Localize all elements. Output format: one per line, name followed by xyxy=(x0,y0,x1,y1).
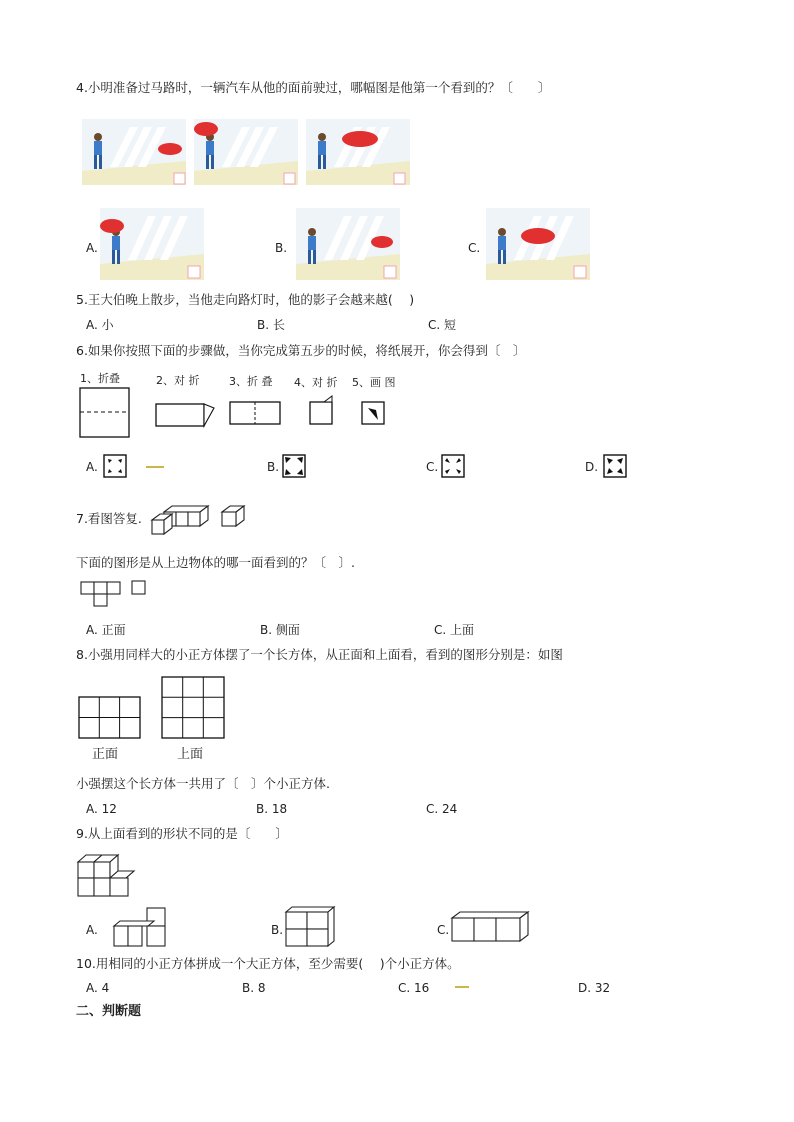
q6-step-3: 3、折 叠 xyxy=(229,375,273,388)
q5-option-a[interactable]: A. 小 xyxy=(86,318,114,332)
q9-option-c-figure xyxy=(450,910,530,946)
q4-option-a-picture xyxy=(98,206,206,282)
q8-top-view-grid xyxy=(162,677,224,738)
q4-scene-1 xyxy=(82,119,186,185)
q10-scribble-mark xyxy=(455,986,469,988)
q9-option-b-figure xyxy=(282,904,338,950)
q5-text: 5.王大伯晚上散步，当他走向路灯时，他的影子会越来越( ) xyxy=(76,292,415,307)
q10-option-d[interactable]: D. 32 xyxy=(578,981,611,995)
q6-scribble-mark xyxy=(146,466,164,468)
q9-option-a[interactable]: A. xyxy=(86,923,98,937)
q4-option-b[interactable]: B. xyxy=(275,241,288,255)
q7-cube-row xyxy=(152,506,208,534)
q4-scene-3 xyxy=(306,119,410,185)
q8-view-grids xyxy=(78,676,228,740)
q4-option-a[interactable]: A. xyxy=(86,241,98,255)
q7-option-a[interactable]: A. 正面 xyxy=(86,623,126,637)
q7-subquestion: 下面的图形是从上边物体的哪一面看到的？〔 〕. xyxy=(76,555,355,570)
q7-solid-figures xyxy=(150,502,250,542)
q6-text: 6.如果你按照下面的步骤做，当你完成第五步的时候，将纸展开，你会得到〔 〕 xyxy=(76,343,526,358)
q7-view-figures xyxy=(80,580,150,610)
q10-option-b[interactable]: B. 8 xyxy=(242,981,266,995)
q6-step-1: 1、折叠 xyxy=(80,372,120,385)
fold-step-2-shape xyxy=(156,404,214,426)
q6-step-5: 5、画 图 xyxy=(352,376,396,389)
q8-subquestion: 小强摆这个长方体一共用了〔 〕个小正方体. xyxy=(76,776,330,791)
fold-step-5-shape xyxy=(362,402,384,424)
q6-option-a[interactable]: A. xyxy=(86,460,98,474)
q4-option-c-picture xyxy=(484,206,592,282)
q9-text: 9.从上面看到的形状不同的是〔 〕 xyxy=(76,826,288,841)
q6-step-4: 4、对 折 xyxy=(294,376,338,389)
q6-option-d[interactable]: D. xyxy=(585,460,599,474)
q6-option-d-shape xyxy=(603,454,627,478)
q4-option-b-picture xyxy=(294,206,402,282)
q6-option-b-shape xyxy=(282,454,306,478)
section-title: 二、判断题 xyxy=(76,1004,142,1019)
q8-option-b[interactable]: B. 18 xyxy=(256,802,288,816)
q10-option-a[interactable]: A. 4 xyxy=(86,981,110,995)
q5-option-c[interactable]: C. 短 xyxy=(428,318,457,332)
q6-fold-steps xyxy=(78,386,388,438)
q6-option-c-shape xyxy=(441,454,465,478)
q8-front-label: 正面 xyxy=(92,747,119,762)
fold-step-4-shape xyxy=(310,396,332,424)
q7-single-cube xyxy=(222,506,244,526)
q4-text: 4.小明准备过马路时，一辆汽车从他的面前驶过，哪幅图是他第一个看到的？〔 〕 xyxy=(76,80,551,95)
q6-option-b[interactable]: B. xyxy=(267,460,280,474)
q4-option-c[interactable]: C. xyxy=(468,241,481,255)
q8-option-c[interactable]: C. 24 xyxy=(426,802,458,816)
q7-option-b[interactable]: B. 侧面 xyxy=(260,623,300,637)
q10-option-c[interactable]: C. 16 xyxy=(398,981,430,995)
q7-text: 7.看图答复. xyxy=(76,511,142,526)
q4-scene-2 xyxy=(194,119,298,185)
fold-step-3-shape xyxy=(230,402,280,424)
q8-front-view-grid xyxy=(79,697,140,738)
q6-step-2: 2、对 折 xyxy=(156,374,200,387)
q9-option-b[interactable]: B. xyxy=(271,923,284,937)
q9-option-c[interactable]: C. xyxy=(437,923,450,937)
fold-step-1-shape xyxy=(80,388,129,437)
q8-option-a[interactable]: A. 12 xyxy=(86,802,117,816)
q6-option-c[interactable]: C. xyxy=(426,460,439,474)
q8-top-label: 上面 xyxy=(177,747,204,762)
q6-option-a-shape xyxy=(103,454,127,478)
q9-reference-figure xyxy=(76,852,140,900)
q7-option-c[interactable]: C. 上面 xyxy=(434,623,475,637)
q8-text: 8.小强用同样大的小正方体摆了一个长方体，从正面和上面看，看到的图形分别是：如图 xyxy=(76,647,563,662)
q4-scene-pictures xyxy=(80,113,410,191)
q9-option-a-figure xyxy=(112,904,172,950)
q5-option-b[interactable]: B. 长 xyxy=(257,318,285,332)
q10-text: 10.用相同的小正方体拼成一个大正方体，至少需要( )个小正方体。 xyxy=(76,956,460,971)
